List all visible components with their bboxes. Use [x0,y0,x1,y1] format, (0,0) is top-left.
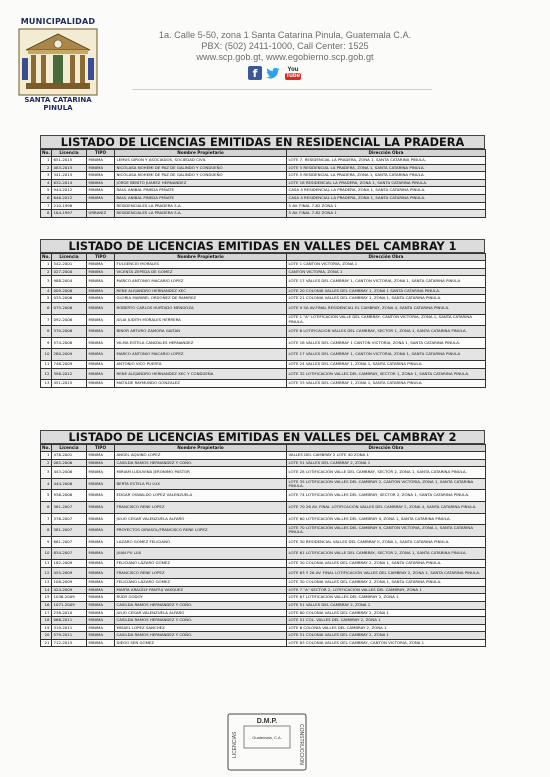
license-type: MINIMA [87,594,115,602]
work-address: LOTE 51 VALLES DEL CAMBRAY 2, ZONA 1 [287,601,486,609]
table-row [41,586,486,594]
license-number: 164-1997 [52,210,87,218]
license-type: MINIMA [87,467,115,479]
work-address: LOTE 17 VALLES DEL CAMBRAY 1, CANTON VICTORIA, ZONA 1, SANTA CATARINA PINULA [287,349,486,361]
license-number: 579-2011 [52,632,87,640]
license-table [40,253,486,388]
license-number: 542-2001 [52,261,87,269]
license-type: MINIMA [87,326,115,338]
license-type: MINIMA [87,609,115,617]
license-type: MINIMA [87,157,115,165]
license-type: MINIMA [87,548,115,560]
facebook-icon[interactable]: f [248,66,262,80]
license-type: MINIMA [87,380,115,388]
youtube-bottom: Tube [286,72,300,79]
license-type [87,202,115,210]
owner-name: BINOR ARTURO ZAMORA GAITAN [115,326,287,338]
work-address: LOTE 30 COLONIA VALLES DEL CAMBRAY 2, ZONA 1, SANTA CATARINA PINULA. [287,579,486,587]
row-number: 2 [41,164,52,172]
license-number: 108-2009 [52,579,87,587]
license-number: 443-2006 [52,467,87,479]
license-type: MINIMA [87,276,115,288]
owner-name: PROYECTOS GIRASOL/FRANCISCO RENE LOPEZ [115,525,287,537]
license-number: 341-2015 [52,172,87,180]
license-table [40,149,486,218]
row-number: 3 [41,172,52,180]
license-number: 944-2012 [52,187,87,195]
column-header: Dirección Obra [287,150,486,157]
license-type: MINIMA [87,567,115,579]
owner-name: JORGE BENITO JUAREZ HERNANDEZ [115,179,287,187]
table-row [41,261,486,269]
work-address: LOTE 17 VALLES DEL CAMBRAY 1, CANTON VICTORIA, ZONA 1, SANTA CATARINA PINULA [287,276,486,288]
row-number: 13 [41,380,52,388]
column-header: TIPO [87,254,115,261]
work-address: LOTE 18 VALLES DEL CAMBRAY 1 CANTON VICTORIA, ZONA 1, SANTA CATARINA PINULA. [287,337,486,349]
row-number: 12 [41,368,52,380]
work-address: LOTE 30 RESIDENCIAL VALLES DEL CAMBRAY II, ZONA 1, SANTA CATARINA PINULA. [287,536,486,548]
row-number: 8 [41,210,52,218]
license-number: 455-2009 [52,567,87,579]
row-number: 16 [41,601,52,609]
contact-block [145,30,425,63]
license-type: MINIMA [87,513,115,525]
row-number: 11 [41,559,52,567]
owner-name: GLORIA MARIBEL ORDOÑEZ DE RAMIREZ [115,295,287,303]
owner-name: RESIDENCIALES LA PRADERA S.A. [115,210,287,218]
owner-name: NICOLASA NOHEMI DE PAZ DE GALINDO Y CONDUEÑO [115,164,287,172]
section-title: LISTADO DE LICENCIAS EMITIDAS EN VALLES DEL CAMBRAY 1 [40,239,485,253]
table-row [41,536,486,548]
row-number: 7 [41,513,52,525]
stamp-right-text: CONSTRUCCION [298,724,304,765]
row-number: 14 [41,586,52,594]
license-number: 936-2006 [52,490,87,502]
owner-name: FRANCISCO RENE LOPEZ [115,501,287,513]
owner-name: FELICIANO LÁZARO GÓMEZ [115,559,287,567]
work-address: LOTE 74 LOTIFICACIÓN VALLES DEL CAMBRAY, SECTOR 2, ZONA 1, SANTA CATARINA PINULA. [287,490,486,502]
table-row [41,268,486,276]
license-number: 478-2001 [52,452,87,460]
column-header: Nombre Propietario [115,445,287,452]
work-address: LOTE 5 RESIDENCIAL LA PRADERA, ZONA 1, SANTA CATARINA PINULA. [287,172,486,180]
youtube-icon[interactable] [284,66,302,80]
table-row [41,467,486,479]
work-address: LOTE 1 "A" LOTIFICACION VALLE DEL CAMBRAY, CANTON VICTORIA, ZONA 1, SANTA CATARINA PINULA. [287,314,486,326]
license-type: MINIMA [87,525,115,537]
license-number: 632-2014 [52,179,87,187]
table-row [41,513,486,525]
row-number: 8 [41,326,52,338]
license-number: 075-2006 [52,302,87,314]
work-address: LOTE 6 COLONIA VALLES DEL CAMBRAY 2, ZONA 1 [287,624,486,632]
table-row [41,302,486,314]
owner-name: JULIO CESAR VALENZUELA ALFARO [115,513,287,525]
license-type: MINIMA [87,601,115,609]
license-type: MINIMA [87,302,115,314]
table-row [41,459,486,467]
table-row [41,567,486,579]
work-address: LOTE 7 "A" SECTOR 2, LOTIFICACION VALLES DEL CAMBRAY, ZONA 1 [287,586,486,594]
work-address: CASA 4 RESIDENCIAL LA PRADERA, ZONA 1, SANTA CATARINA PINULA. [287,187,486,195]
row-number: 10 [41,349,52,361]
license-type: MINIMA [87,639,115,647]
owner-name: JUAN PU LUX [115,548,287,560]
row-number: 6 [41,501,52,513]
work-address: LOTE 35 LOTIFICACIÓN VALLES DEL CAMBRAY 2, CANTON VICTORIA, ZONA 1, SANTA CATARINA PINULA. [287,478,486,490]
license-type: MINIMA [87,172,115,180]
work-address: LOTE 63 Y 26 AV. FINAL LOTIFICACIÓN VALLES DEL CAMBRAY 2, ZONA 1, SANTA CATARINA PINULA. [287,567,486,579]
license-number: 280-2009 [52,349,87,361]
license-type: MINIMA [87,295,115,303]
table-header-row [41,254,486,261]
stamp-title: D.M.P. [256,718,278,725]
work-address: LOTE 33 VALLES DEL CAMBRAY 1, ZONA 1, SANTA CATARINA PINULA. [287,380,486,388]
license-number: 238-2010 [52,609,87,617]
license-number: 066-2011 [52,617,87,625]
license-type: MINIMA [87,314,115,326]
column-header: TIPO [87,445,115,452]
owner-name: DIEGO SEN GOMEZ [115,639,287,647]
license-number: 092-2006 [52,314,87,326]
table-row [41,349,486,361]
work-address: LOTE 21 COLONIA VALLES DEL CAMBRAY 1, ZONA 1, SANTA CATARINA PINULA. [287,295,486,303]
license-type: MINIMA [87,179,115,187]
column-header: Licencia [52,150,87,157]
row-number: 4 [41,179,52,187]
owner-name: RAUL ANIBAL PINEDA PEÑATE [115,194,287,202]
table-row [41,295,486,303]
work-address: LOTE 51 COL. VALLES DEL CAMBRAY 2, ZONA 1 [287,617,486,625]
stamp-center: Guatemala, C.A. [252,735,282,740]
table-header-row [41,445,486,452]
license-type: MINIMA [87,349,115,361]
youtube-top: You [287,66,299,73]
table-row [41,594,486,602]
owner-name: VICENTA ZEPEDA DE GOMEZ [115,268,287,276]
license-number: 182-2009 [52,559,87,567]
work-address: LOTE 7, RESIDENCIAL LA PRADERA, ZONA 1, SANTA CATARINA PINULA. [287,157,486,165]
table-row [41,210,486,218]
owner-name: JULIO CESAR VALENZUELA ALFARO [115,609,287,617]
row-number: 7 [41,314,52,326]
license-type: MINIMA [87,261,115,269]
address-line: 1a. Calle 5-50, zona 1 Santa Catarina Pinula, Guatemala C.A. [158,30,412,40]
license-number: 381-2007 [52,525,87,537]
owner-name: MARCO ANTONIO MACARIO LOPEZ [115,276,287,288]
owner-name: ANGEL AQUINO LOPEZ [115,452,287,460]
row-number: 21 [41,639,52,647]
license-type: MINIMA [87,559,115,567]
license-type: MINIMA [87,536,115,548]
license-number: 361-2007 [52,501,87,513]
row-number: 13 [41,579,52,587]
work-address: VALLES DEL CAMBRAY 2 LOTE 40 ZONA 1 [287,452,486,460]
owner-name: CASILDA RAMOS HERNANDEZ Y CDÑO. [115,632,287,640]
row-number: 1 [41,452,52,460]
owner-name: MARTA ARACELY PANTUJ VASQUEZ [115,586,287,594]
owner-name: RENE ALEJANDRO HERNANDEZ XEC Y CONDUEÑA [115,368,287,380]
municipality-logo [18,28,98,96]
table-row [41,579,486,587]
owner-name: FULGENCIO MORALES [115,261,287,269]
owner-name: CASILDA RAMOS HERNANDEZ Y CDÑO. [115,617,287,625]
work-address: 5 AV. FINAL 7-82 ZONA 1 [287,210,486,218]
license-number: 319-2011 [52,624,87,632]
row-number: 20 [41,632,52,640]
license-number: 027-2000 [52,268,87,276]
work-address: LOTE 83 COLONIA VALLES DEL CAMBRAY, CANTON VICTORIA, ZONA 1 [287,639,486,647]
license-type: MINIMA [87,287,115,295]
owner-name: LEMUS GIRON Y ASOCIADOS, SOCIEDAD CIVIL [115,157,287,165]
section-title: LISTADO DE LICENCIAS EMITIDAS EN RESIDENCIAL LA PRADERA [40,135,485,149]
table-row [41,179,486,187]
owner-name: CASILDA RAMOS HERNANDEZ Y CDÑO. [115,601,287,609]
table-row [41,380,486,388]
license-number: 483-2015 [52,164,87,172]
table-row [41,490,486,502]
table-row [41,525,486,537]
row-number: 11 [41,360,52,368]
work-address: LOTE 60 COLONIA VALLES DEL CAMBRAY 2, ZONA 1 [287,609,486,617]
license-number: 746-2009 [52,360,87,368]
twitter-icon[interactable] [266,66,280,80]
table-row [41,639,486,647]
license-number: 035-2006 [52,295,87,303]
license-number: 661-2007 [52,536,87,548]
table-row [41,632,486,640]
owner-name: EDGAR OSWALDO LOPEZ VALENZUELA [115,490,287,502]
license-number: 210-1998 [52,202,87,210]
work-address: LOTE 24 VALLES DEL CAMBRAY 1, ZONA 1, SANTA CATARINA PINULA. [287,360,486,368]
phone-line: PBX: (502) 2411-1000, Call Center: 1525 [201,41,369,51]
work-address: LOTE 20 COLONIA VALLES DEL CAMBRAY 1, ZONA 1 SANTA CATARINA PINULA. [287,287,486,295]
work-address: LOTE 9 5A AV.FINAL RESIDENCIAL EL CAMBRAY, ZONA 4, SANTA CATARINA PINULA. [287,302,486,314]
license-type: MINIMA [87,617,115,625]
work-address: LOTE 18 RESIDENCIAL LA PRADERA, ZONA 1, SANTA CATARINA PINULA. [287,179,486,187]
owner-name: CASILDA RAMOS HERNANDEZ Y CDÑO. [115,459,287,467]
table-row [41,601,486,609]
license-number: 712-2015 [52,639,87,647]
row-number: 8 [41,525,52,537]
table-row [41,452,486,460]
owner-name: MARCO ANTONIO MACARIO LOPEZ [115,349,287,361]
row-number: 18 [41,617,52,625]
row-number: 4 [41,287,52,295]
row-number: 17 [41,609,52,617]
owner-name: FRANCISCO RENE LOPEZ [115,567,287,579]
owner-name: MATILDE RAYMUNDO GONZALEZ [115,380,287,388]
work-address: LOTE 61 LOTIFICACION VALLE DEL CAMBRAY, SECTOR 2, ZONA 1, SANTA CATARINA PINULA. [287,548,486,560]
owner-name: JULIA JUDITH MORALES HERRERA [115,314,287,326]
owner-name: RENE ALEJANDRO HERNANDEZ XEC [115,287,287,295]
license-type: MINIMA [87,360,115,368]
row-number: 5 [41,187,52,195]
table-row [41,287,486,295]
table-row [41,478,486,490]
table-row [41,202,486,210]
work-address: LOTE 70 26 AV. FINAL LOTIFICACIÓN VALLES DEL CAMBRAY 2, ZONA 4, SANTA CATARINA PINULA. [287,501,486,513]
column-header: No. [42,444,50,450]
row-number: 19 [41,624,52,632]
license-number: 065-2006 [52,459,87,467]
table-row [41,337,486,349]
table-row [41,164,486,172]
work-address: LOTE 1 CANTON VICTORIA, ZONA 1 [287,261,486,269]
license-table [40,444,486,647]
row-number: 5 [41,490,52,502]
work-address: LOTE 70 LOTIFICACIÓN VALLES DEL CAMBRAY II, CANTON VICTORIA, ZONA 1, SANTA CATARINA PINULA. [287,525,486,537]
column-header: No. [42,253,50,259]
table-row [41,326,486,338]
stamp-left-text: LICENCIAS [232,731,238,758]
table-row [41,501,486,513]
license-number: 370-2006 [52,326,87,338]
license-type: MINIMA [87,579,115,587]
column-header: Dirección Obra [287,254,486,261]
owner-name: FELICIANO LÁZARO GÓMEZ [115,579,287,587]
license-number: 1071-2009 [52,601,87,609]
license-number: 834-2007 [52,548,87,560]
work-address: CANTON VICTORIA, ZONA 1 [287,268,486,276]
work-address: LOTE 51 VALLES DEL CAMBRAY 2, ZONA 1 [287,459,486,467]
license-number: 398-2012 [52,368,87,380]
license-number: 424-2009 [52,586,87,594]
row-number: 9 [41,536,52,548]
row-number: 15 [41,594,52,602]
municipality-title: MUNICIPALIDAD [20,17,96,26]
table-row [41,559,486,567]
row-number: 2 [41,459,52,467]
work-address: LOTE 60 LOTIFICACIÓN VALLES DEL CAMBRAY II, ZONA 1, SANTA CATARINA PINULA. [287,513,486,525]
license-type: MINIMA [87,368,115,380]
column-header: TIPO [87,150,115,157]
table-row [41,360,486,368]
owner-name: VILMA ESTELA CANIZALES HERNANDEZ [115,337,287,349]
social-icons [248,66,302,84]
owner-name: MISAEL LOPEZ SANCHEZ [115,624,287,632]
license-number: 1036-2009 [52,594,87,602]
column-header: Dirección Obra [287,445,486,452]
owner-name: RESIDENCIALES LA PRADERA S.A. [115,202,287,210]
row-number: 6 [41,302,52,314]
row-number: 10 [41,548,52,560]
table-header-row [41,150,486,157]
license-type: MINIMA [87,478,115,490]
license-type: URBANIZ [87,210,115,218]
logo-caption [12,96,104,112]
license-type: MINIMA [87,337,115,349]
row-number: 3 [41,276,52,288]
work-address: LOTE 6 LOTIFICACION VALLES DEL CAMBRAY, SECTOR 1, ZONA 1, SANTA CATARINA PINULA. [287,326,486,338]
table-row [41,548,486,560]
row-number: 6 [41,194,52,202]
row-number: 7 [41,202,52,210]
column-header: Licencia [52,254,87,261]
row-number: 12 [41,567,52,579]
owner-name: MIRIAM LUDUVINA JERONIMO PASTOR [115,467,287,479]
license-type: MINIMA [87,194,115,202]
license-number: 376-2007 [52,513,87,525]
row-number: 4 [41,478,52,490]
section-title: LISTADO DE LICENCIAS EMITIDAS EN VALLES DEL CAMBRAY 2 [40,430,485,444]
web-line: www.scp.gob.gt, www.egobierno.scp.gob.gt [196,52,374,62]
owner-name: ROBERTO CARLOS HURTADO MENDOZA [115,302,287,314]
logo-caption-line-1: SANTA CATARINA [24,96,92,104]
table-row [41,609,486,617]
license-type: MINIMA [87,164,115,172]
table-row [41,368,486,380]
column-header: Nombre Propietario [115,254,287,261]
owner-name: NICOLASA NOHEMI DE PAZ DE GALINDO Y CONDUEÑO [115,172,287,180]
official-stamp [226,712,308,772]
work-address: CASA 4 RESIDENCIAL LA PRADERA, ZONA 1, SANTA CATARINA PINULA. [287,194,486,202]
license-type: MINIMA [87,624,115,632]
work-address: LOTE 5 RESIDENCIAL LA PRADERA, ZONA 1, SANTA CATARINA PINULA. [287,164,486,172]
license-type: MINIMA [87,490,115,502]
license-type: MINIMA [87,187,115,195]
logo-caption-line-2: PINULA [43,104,73,112]
row-number: 1 [41,157,52,165]
header-divider [132,89,432,90]
license-type: MINIMA [87,501,115,513]
table-row [41,624,486,632]
owner-name: BERTA ESTELA PU LUX [115,478,287,490]
license-type: MINIMA [87,586,115,594]
column-header: Nombre Propietario [115,150,287,157]
license-number: 009-2006 [52,287,87,295]
table-row [41,194,486,202]
row-number: 9 [41,337,52,349]
table-row [41,617,486,625]
license-type: MINIMA [87,452,115,460]
license-type: MINIMA [87,268,115,276]
license-number: 988-2004 [52,276,87,288]
owner-name: ANTONIO VICO PUERTA [115,360,287,368]
row-number: 3 [41,467,52,479]
table-row [41,187,486,195]
row-number: 1 [41,261,52,269]
license-number: 451-2015 [52,380,87,388]
license-type: MINIMA [87,632,115,640]
work-address: LOTE 28 LOTIFICACIÓN VALLE DEL CAMBRAY, SECTOR 2, ZONA 1, SANTA CATARINA PINULA. [287,467,486,479]
license-number: 444-2006 [52,478,87,490]
work-address: LOTE 67 LOTIFICACION VALLES DEL CAMBRAY 2, ZONA 1 [287,594,486,602]
work-address: LOTE 30 COLONIA VALLES DEL CAMBRAY 2, ZONA 1, SANTA CATARINA PINULA. [287,559,486,567]
license-type: MINIMA [87,459,115,467]
license-number: 651-2015 [52,157,87,165]
owner-name: RAUL ANIBAL PINEDA PEÑATE [115,187,287,195]
work-address: 5 AV. FINAL 7-82 ZONA 1 [287,202,486,210]
table-row [41,314,486,326]
table-row [41,172,486,180]
work-address: LOTE 51 COLONIA VALLES DEL CAMBRAY 2, ZONA 1 [287,632,486,640]
row-number: 2 [41,268,52,276]
owner-name: LAZARO GÓMEZ FELICIANO [115,536,287,548]
table-row [41,276,486,288]
license-number: 646-2012 [52,194,87,202]
owner-name: RUDY GODOY [115,594,287,602]
license-number: 574-2008 [52,337,87,349]
table-row [41,157,486,165]
column-header: Licencia [52,445,87,452]
row-number: 5 [41,295,52,303]
work-address: LOTE 32 LOTIFICACION VALLES DEL CAMBRAY, SECTOR 1, ZONA 1, SANTA CATARINA PINULA. [287,368,486,380]
column-header: No. [42,149,50,155]
